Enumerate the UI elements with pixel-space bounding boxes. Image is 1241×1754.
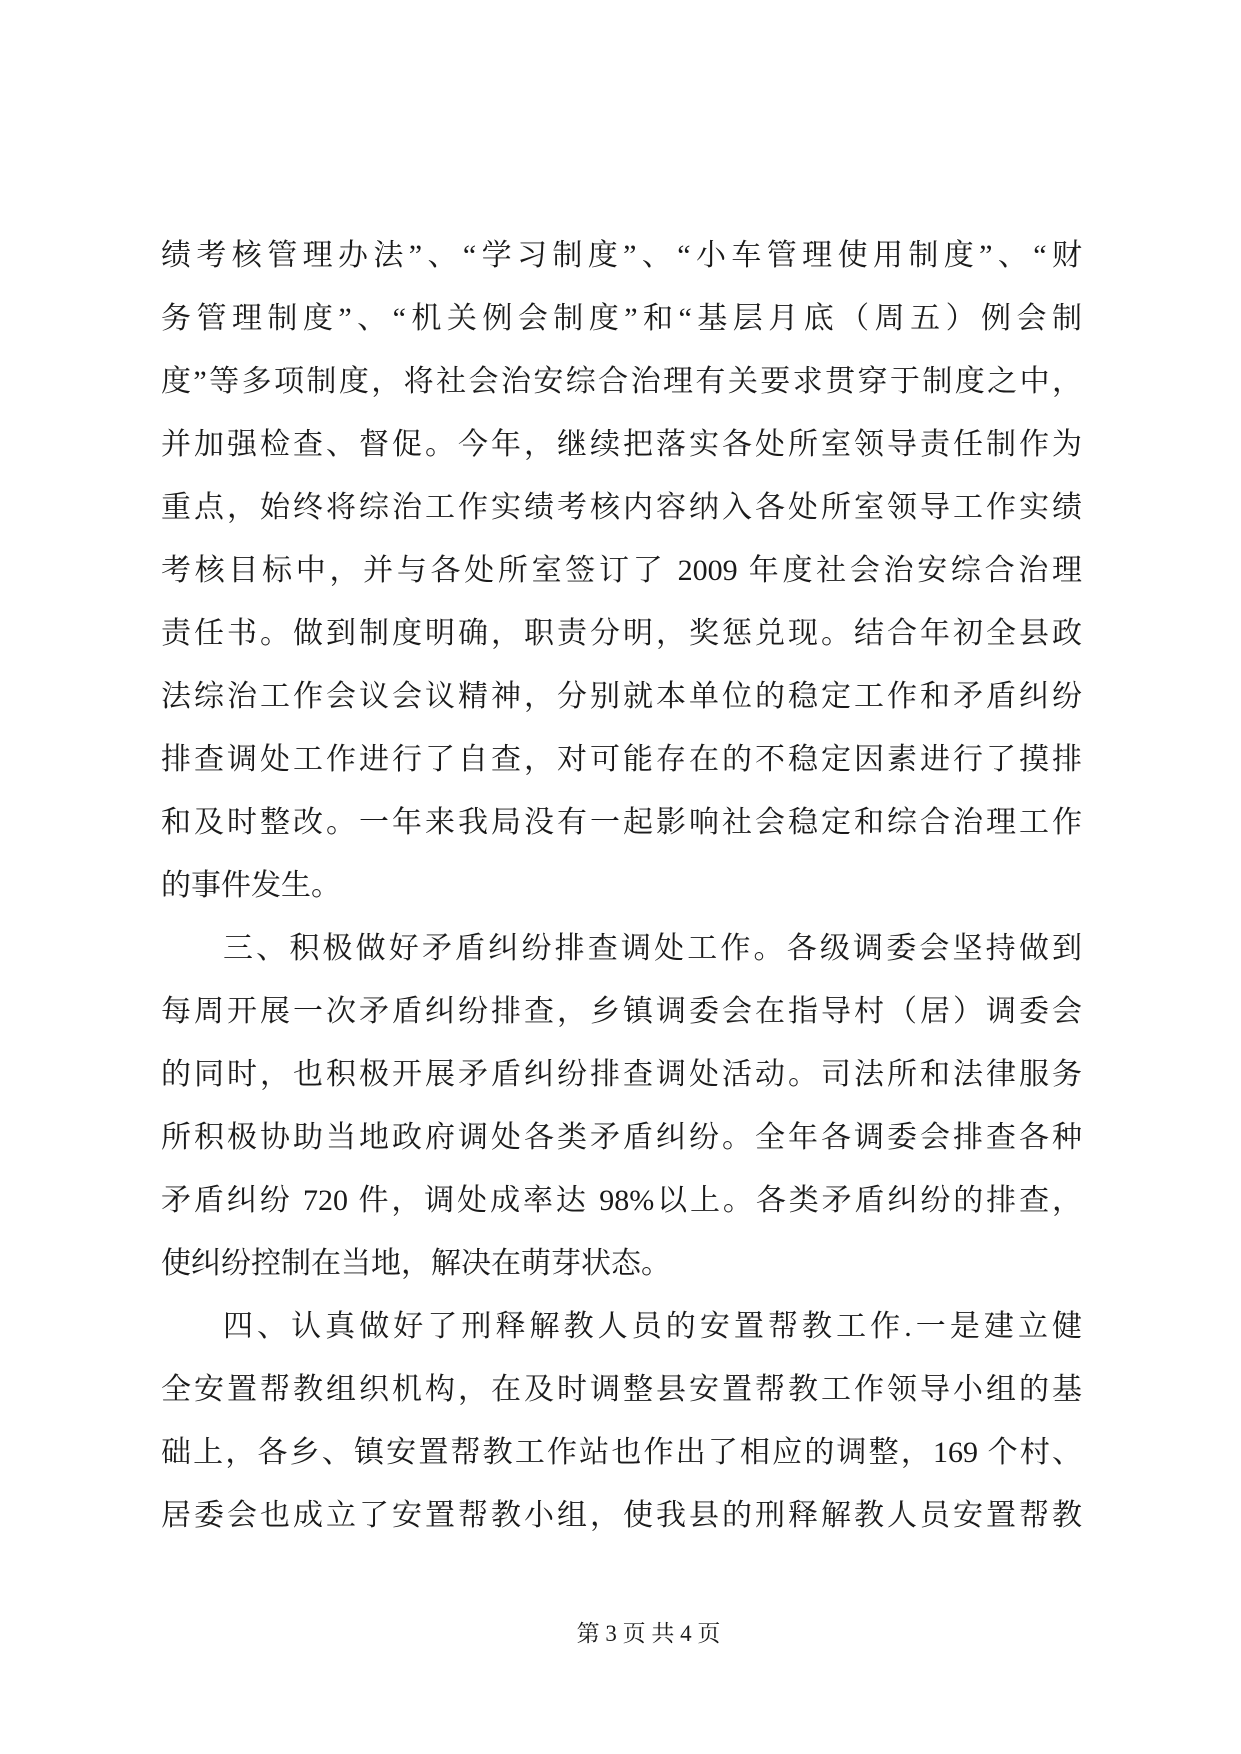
text-line: 和及时整改。一年来我局没有一起影响社会稳定和综合治理工作 [161,806,1082,839]
text-line: 排查调处工作进行了自查，对可能存在的不稳定因素进行了摸排 [161,743,1082,776]
text-line: 考核目标中，并与各处所室签订了 2009 年度社会治安综合治理 [161,554,1082,587]
text-line: 居委会也成立了安置帮教小组，使我县的刑释解教人员安置帮教 [161,1499,1082,1532]
text-line: 全安置帮教组织机构，在及时调整县安置帮教工作领导小组的基 [161,1373,1082,1406]
text-line: 的事件发生。 [161,869,341,902]
text-line: 重点，始终将综治工作实绩考核内容纳入各处所室领导工作实绩 [161,491,1082,524]
text-line: 每周开展一次矛盾纠纷排查，乡镇调委会在指导村（居）调委会 [161,995,1082,1028]
text-line: 度”等多项制度，将社会治安综合治理有关要求贯穿于制度之中， [161,365,1082,398]
page-number-label: 第 3 页 共 4 页 [576,1621,721,1646]
text-line: 绩考核管理办法”、“学习制度”、“小车管理使用制度”、“财 [161,239,1082,272]
document-body [161,224,1082,1547]
text-line: 矛盾纠纷 720 件，调处成率达 98%以上。各类矛盾纠纷的排查， [161,1184,1082,1217]
text-line: 四、认真做好了刑释解教人员的安置帮教工作.一是建立健 [223,1310,1082,1343]
text-line: 务管理制度”、“机关例会制度”和“基层月底（周五）例会制 [161,302,1082,335]
page-footer [28,1618,1241,1650]
text-line: 三、积极做好矛盾纠纷排查调处工作。各级调委会坚持做到 [223,932,1082,965]
text-line: 并加强检查、督促。今年，继续把落实各处所室领导责任制作为 [161,428,1082,461]
text-line: 法综治工作会议会议精神，分别就本单位的稳定工作和矛盾纠纷 [161,680,1082,713]
text-line: 使纠纷控制在当地，解决在萌芽状态。 [161,1247,671,1280]
text-line: 础上，各乡、镇安置帮教工作站也作出了相应的调整，169 个村、 [161,1436,1082,1469]
text-line: 所积极协助当地政府调处各类矛盾纠纷。全年各调委会排查各种 [161,1121,1082,1154]
text-line: 的同时，也积极开展矛盾纠纷排查调处活动。司法所和法律服务 [161,1058,1082,1091]
text-line: 责任书。做到制度明确，职责分明，奖惩兑现。结合年初全县政 [161,617,1082,650]
